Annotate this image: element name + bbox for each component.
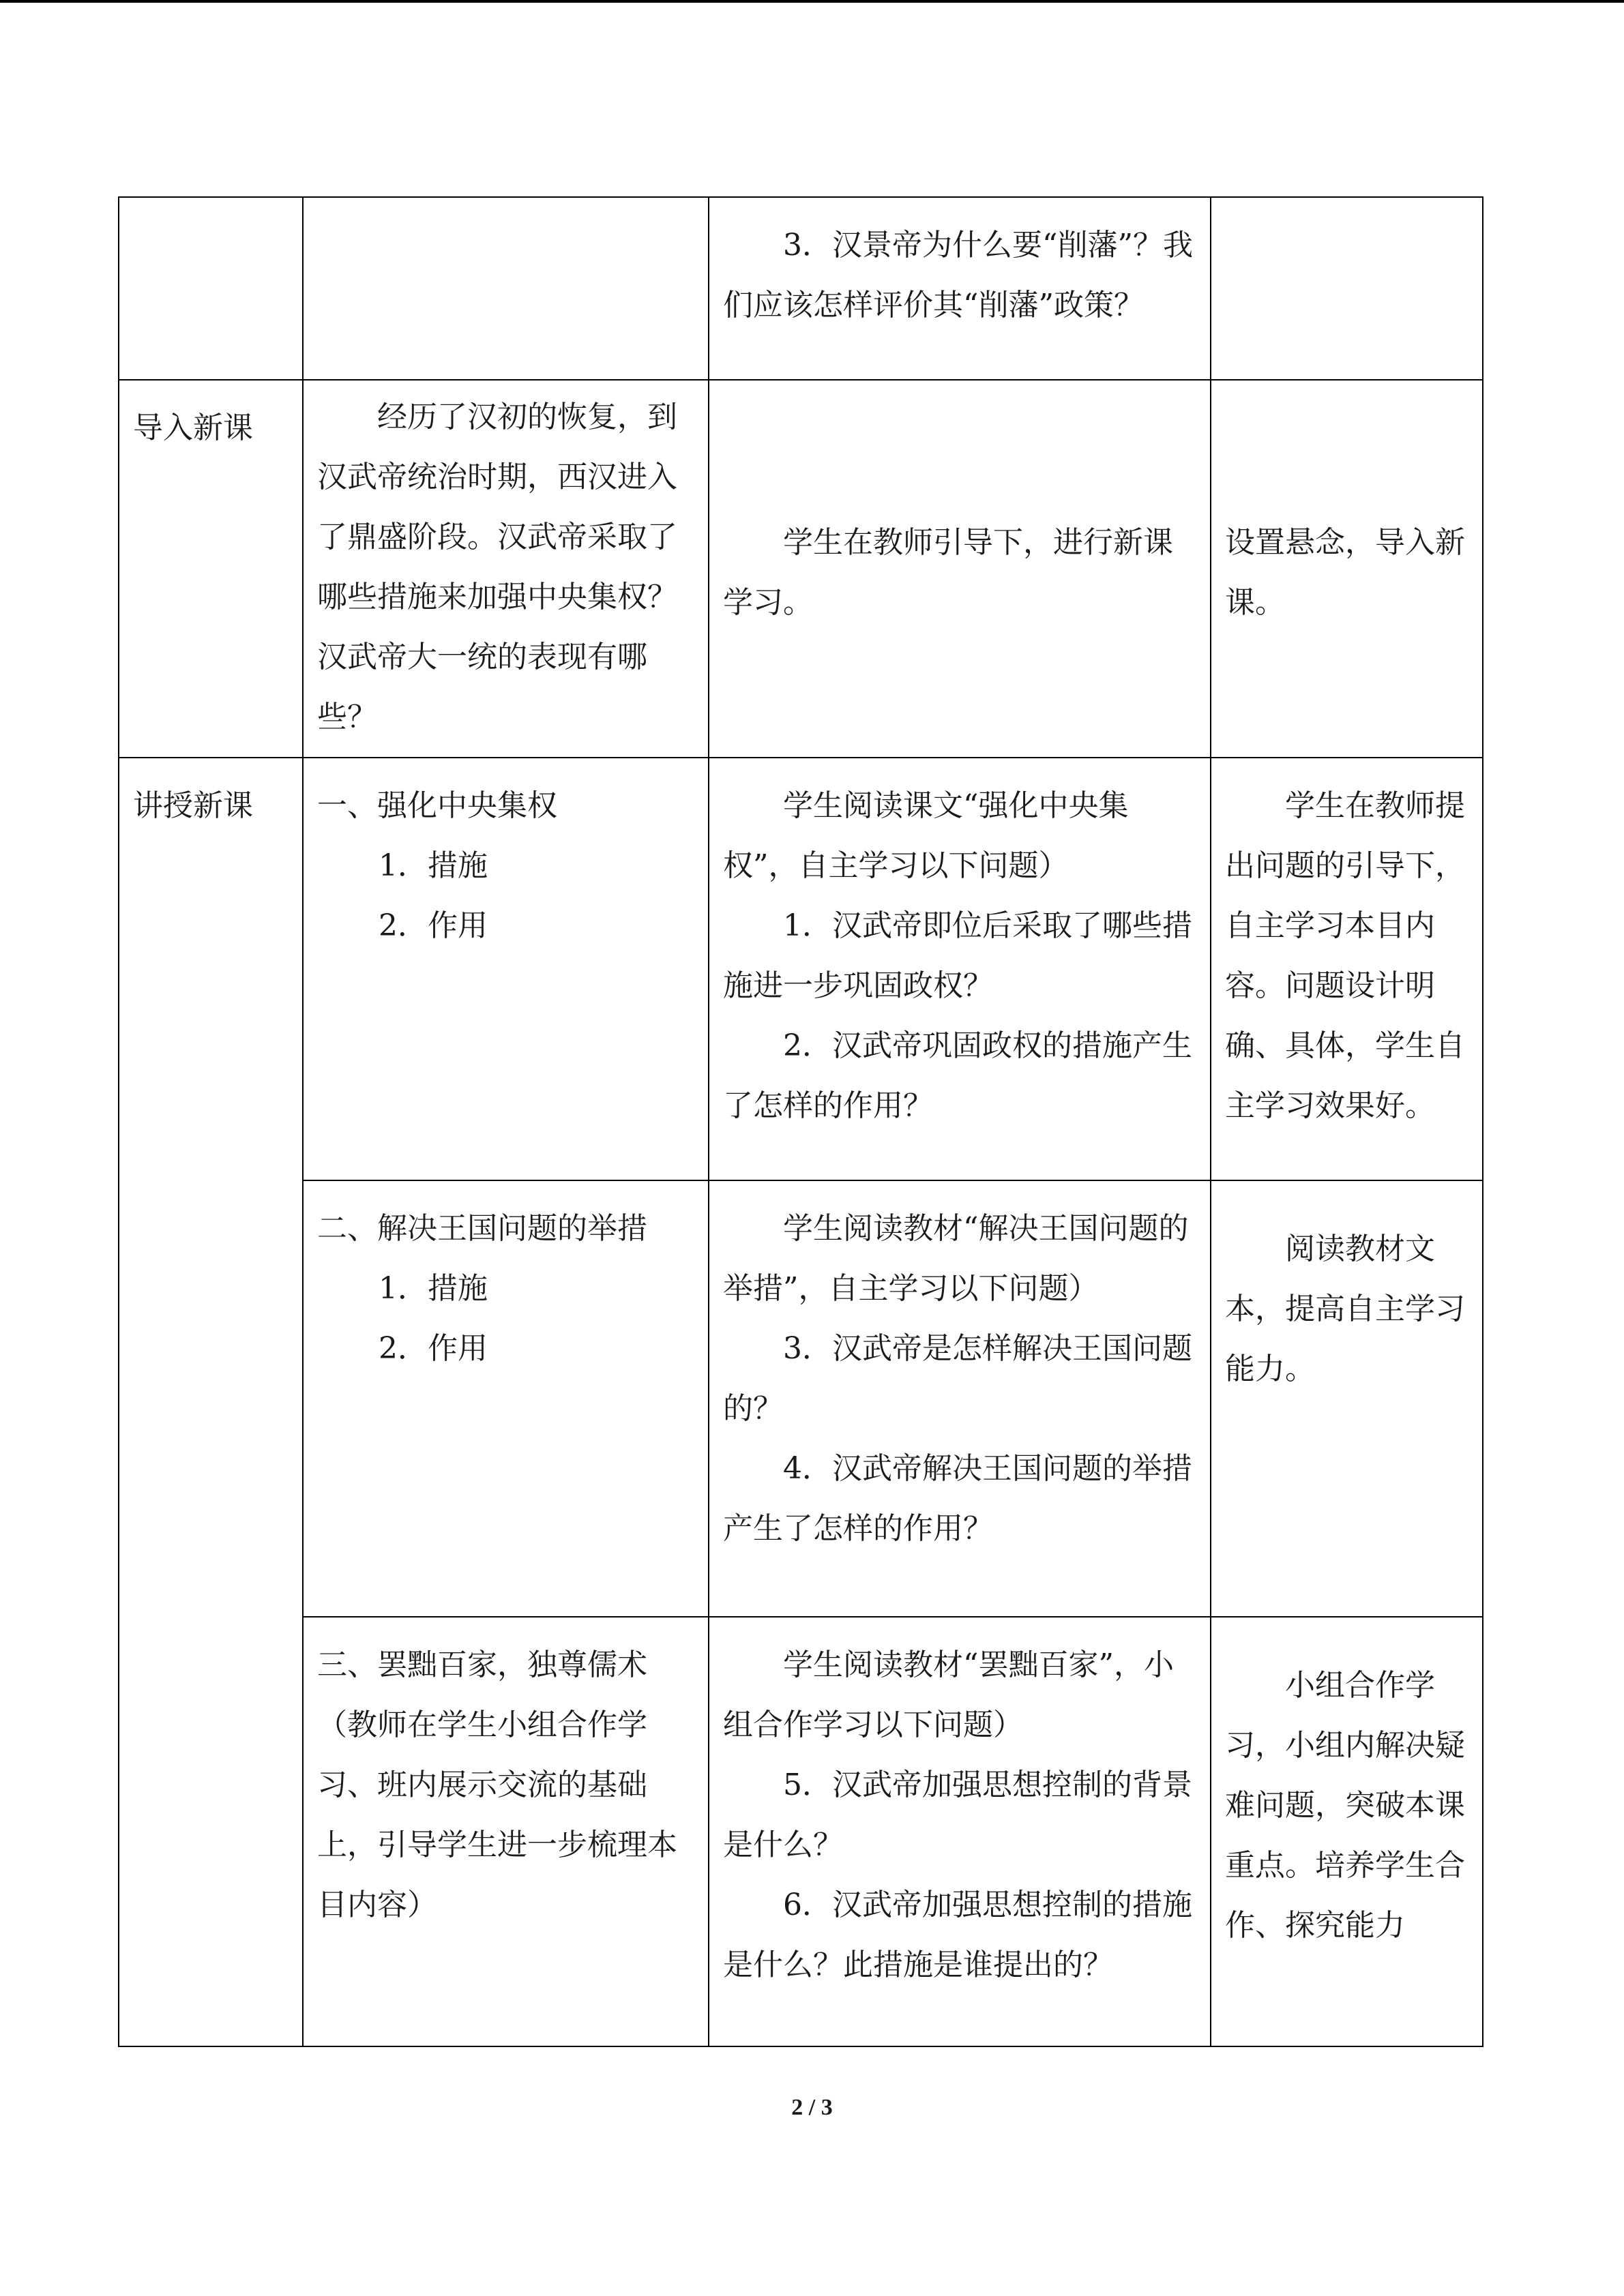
- student-cell: [709, 197, 1211, 380]
- intent-text: 学生在教师提出问题的引导下，自主学习本目内容。问题设计明确、具体，学生自主学习效果好。: [1225, 788, 1465, 1123]
- teacher-cell: [303, 1180, 709, 1617]
- intent-cell: [1211, 758, 1483, 1180]
- student-text: 学生阅读教材“解决王国问题的举措”，自主学习以下问题）: [723, 1211, 1189, 1306]
- intent-cell: [1211, 1617, 1483, 2046]
- student-text: 1．汉武帝即位后采取了哪些措施进一步巩固政权？: [723, 908, 1192, 1003]
- stage-cell: [119, 197, 303, 380]
- table-row: [119, 1180, 1483, 1617]
- lesson-plan-table: [118, 196, 1483, 2047]
- intent-cell: [1211, 1180, 1483, 1617]
- intent-cell: [1211, 197, 1483, 380]
- student-cell: [709, 1180, 1211, 1617]
- student-text: 2．汉武帝巩固政权的措施产生了怎样的作用？: [723, 1028, 1192, 1123]
- student-text: 学生阅读课文“强化中央集权”，自主学习以下问题）: [723, 788, 1129, 883]
- intent-text: 小组合作学习，小组内解决疑难问题，突破本课重点。培养学生合作、探究能力: [1225, 1668, 1465, 1943]
- table-row: [119, 1617, 1483, 2046]
- student-text: 3．汉景帝为什么要“削藩”？我们应该怎样评价其“削藩”政策？: [723, 228, 1193, 323]
- teacher-cell: [303, 197, 709, 380]
- table-row: [119, 197, 1483, 380]
- section-item: 2．作用: [379, 1331, 488, 1366]
- student-cell: [709, 758, 1211, 1180]
- intent-text: 设置悬念，导入新课。: [1225, 525, 1465, 620]
- section-item: 1．措施: [379, 848, 488, 883]
- stage-cell: 导入新课: [119, 380, 303, 758]
- teacher-text: 经历了汉初的恢复，到汉武帝统治时期，西汉进入了鼎盛阶段。汉武帝采取了哪些措施来加强中央集权？汉武帝大一统的表现有哪些？: [317, 400, 677, 734]
- student-text: 5．汉武帝加强思想控制的背景是什么？: [723, 1768, 1192, 1862]
- student-text: 学生阅读教材“罢黜百家”，小组合作学习以下问题）: [723, 1648, 1174, 1742]
- top-rule: [0, 0, 1624, 3]
- student-cell: [709, 380, 1211, 758]
- intent-text: 阅读教材文本，提高自主学习能力。: [1225, 1232, 1465, 1386]
- stage-cell: 讲授新课: [119, 758, 303, 2046]
- section-title: 二、解决王国问题的举措: [317, 1211, 647, 1246]
- section-title: 一、强化中央集权: [317, 788, 557, 823]
- table-row: [119, 380, 1483, 758]
- page-number: 2 / 3: [791, 2095, 833, 2120]
- intent-cell: [1211, 380, 1483, 758]
- student-text: 3．汉武帝是怎样解决王国问题的？: [723, 1331, 1192, 1426]
- section-item: 1．措施: [379, 1271, 488, 1306]
- teacher-cell: [303, 380, 709, 758]
- table-row: [119, 758, 1483, 1180]
- student-text: 4．汉武帝解决王国问题的举措产生了怎样的作用？: [723, 1451, 1192, 1546]
- section-title: 三、罢黜百家，独尊儒术（教师在学生小组合作学习、班内展示交流的基础上，引导学生进一步梳理本目内容）: [317, 1648, 677, 1922]
- student-text: 6．汉武帝加强思想控制的措施是什么？此措施是谁提出的？: [723, 1888, 1192, 1982]
- student-cell: [709, 1617, 1211, 2046]
- section-item: 2．作用: [379, 908, 488, 943]
- student-text: 学生在教师引导下，进行新课学习。: [723, 525, 1173, 620]
- teacher-cell: [303, 1617, 709, 2046]
- teacher-cell: [303, 758, 709, 1180]
